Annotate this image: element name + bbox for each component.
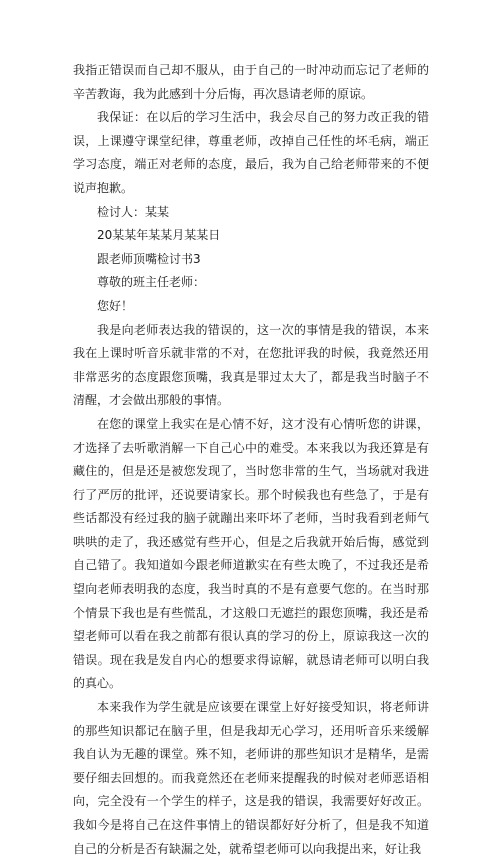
salutation: 尊敬的班主任老师： xyxy=(97,275,206,290)
greeting: 您好！ xyxy=(97,298,134,313)
paragraph-apology-continued: 我指正错误而自己却不服从，由于自己的一时冲动而忘记了老师的辛苦教诲，我为此感到十分后悔，再次恳请老师的原谅。 xyxy=(73,63,429,101)
paragraph-explanation: 在您的课堂上我实在是心情不好，这才没有心情听您的讲课，才选择了去听歌消解一下自己心中的难受。本来我以为我还算是有藏住的，但是还是被您发现了，当时您非常的生气，当场就对我进行了严厉的批评，还说要请家长。那个时候我也有些急了，于是有些话都没有经过我的脑子就蹦出来吓坏了老师，当时我看到老师气哄哄的走了，我还感觉有些开心，但是之后我就开始后悔，感觉到自己错了。我知道如今跟老师道歉实在有些太晚了，不过我还是希望向老师表明我的态度，我当时真的不是有意要气您的。在当时那个情景下我也是有些慌乱，才这般口无遮拦的跟您顶嘴，我还是希望老师可以看在我之前都有很认真的学习的份上，原谅我这一次的错误。现在我是发自内心的想要求得谅解，就恳请老师可以明白我的真心。 xyxy=(73,416,429,691)
paragraph-promise: 我保证：在以后的学习生活中，我会尽自己的努力改正我的错误，上课遵守课堂纪律，尊重老师，改掉自己任性的坏毛病，端正学习态度，端正对老师的态度，最后，我为自己给老师带来的不便说声抱歉。 xyxy=(73,110,429,195)
paragraph-reflection: 本来我作为学生就是应该要在课堂上好好接受知识，将老师讲的那些知识都记在脑子里，但是我却无心学习，还用听音乐来缓解我自认为无趣的课堂。殊不知，老师讲的那些知识才是精华，是需要仔细去回想的。而我竟然还在老师来提醒我的时候对老师恶语相向，完全没有一个学生的样子，这是我的错误，我需要好好改正。我如今是将自己在这件事情上的错误都好好分析了，但是我不知道自己的分析是否有缺漏之处，就希望老师可以向我提出来，好让我 xyxy=(73,700,429,856)
signature-line: 检讨人：某某 xyxy=(97,204,170,219)
document-body xyxy=(73,59,429,861)
section-title: 跟老师顶嘴检讨书3 xyxy=(97,251,201,266)
date-line: 20某某年某某月某某日 xyxy=(97,228,221,243)
paragraph-admission: 我是向老师表达我的错误的，这一次的事情是我的错误，本来我在上课时听音乐就非常的不对，在您批评我的时候，我竟然还用非常恶劣的态度跟您顶嘴，我真是罪过太大了，都是我当时脑子不清醒，才会做出那般的事情。 xyxy=(73,322,429,408)
